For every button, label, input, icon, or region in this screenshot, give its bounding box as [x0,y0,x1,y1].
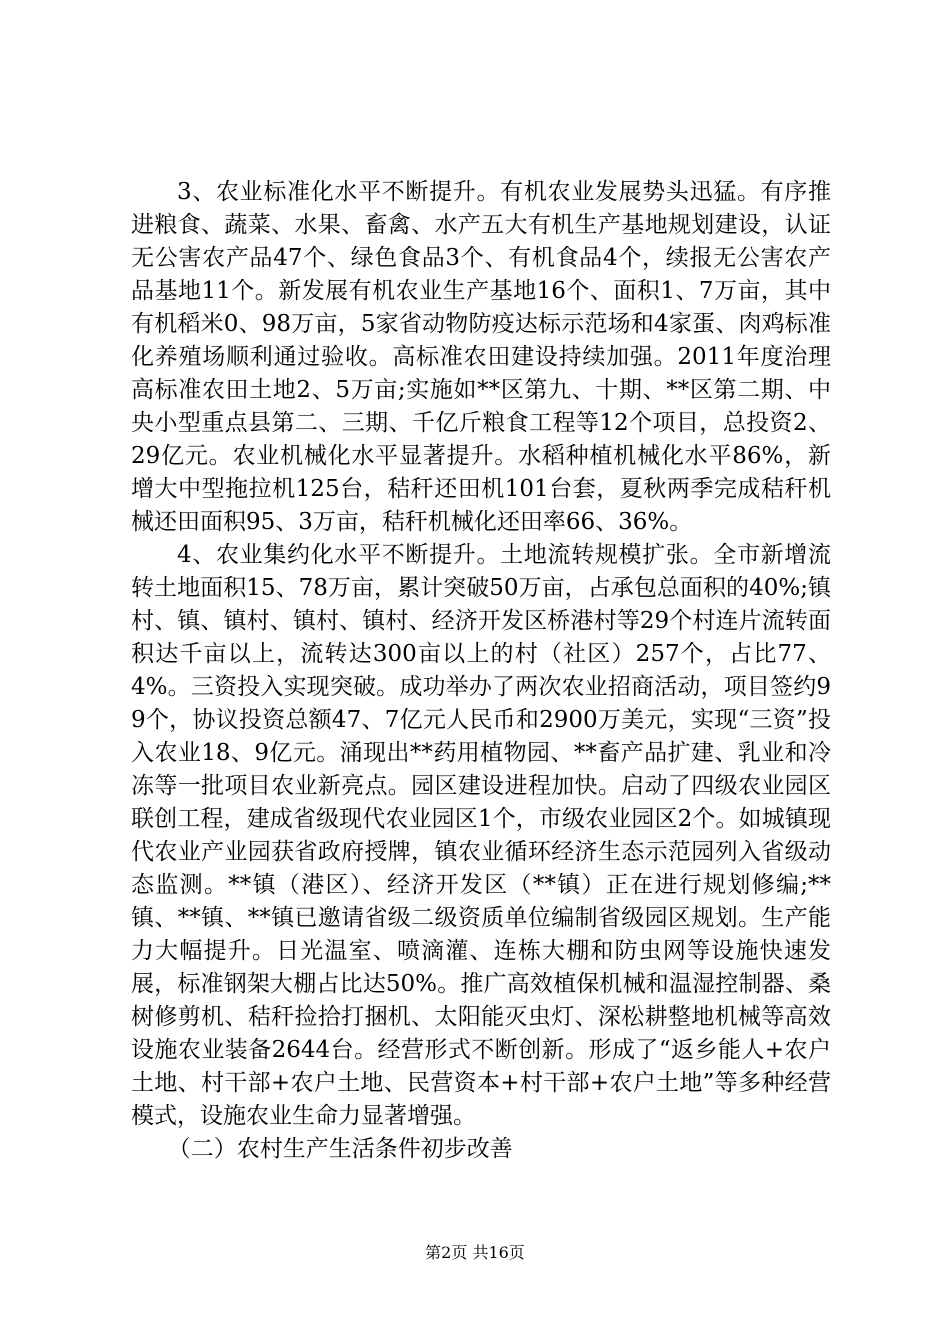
page-number-footer: 第2页 共16页 [425,1243,525,1262]
paragraph-agri-intensification: 4、农业集约化水平不断提升。土地流转规模扩张。全市新增流转土地面积15、78万亩，累计突破50万亩，占承包总面积的40%;镇村、镇、镇村、镇村、镇村、经济开发区桥港村等29个村连片流转面积达千亩以上，流转达300亩以上的村（社区）257个，占比77、4%。三资投入实现突破。成功举办了两次农业招商活动，项目签约99个，协议投资总额47、7亿元人民币和2900万美元，实现“三资”投入农业18、9亿元。涌现出**药用植物园、**畜产品扩建、乳业和冷冻等一批项目农业新亮点。园区建设进程加快。启动了四级农业园区联创工程，建成省级现代农业园区1个，市级农业园区2个。如城镇现代农业产业园获省政府授牌，镇农业循环经济生态示范园列入省级动态监测。**镇（港区）、经济开发区（**镇）正在进行规划修编;**镇、**镇、**镇已邀请省级二级资质单位编制省级园区规划。生产能力大幅提升。日光温室、喷滴灌、连栋大棚和防虫网等设施快速发展，标准钢架大棚占比达50%。推广高效植保机械和温湿控制器、桑树修剪机、秸秆捡拾打捆机、太阳能灭虫灯、深松耕整地机械等高效设施农业装备2644台。经营形式不断创新。形成了“返乡能人+农户土地、村干部+农户土地、民营资本+村干部+农户土地”等多种经营模式，设施农业生命力显著增强。 [131,542,831,1129]
paragraph-agri-standardization: 3、农业标准化水平不断提升。有机农业发展势头迅猛。有序推进粮食、蔬菜、水果、畜禽、水产五大有机生产基地规划建设，认证无公害农产品47个、绿色食品3个、有机食品4个，续报无公害农产品基地11个。新发展有机农业生产基地16个、面积1、7万亩，其中有机稻米0、98万亩，5家省动物防疫达标示范场和4家蛋、肉鸡标准化养殖场顺利通过验收。高标准农田建设持续加强。2011年度治理高标准农田土地2、5万亩;实施如**区第九、十期、**区第二期、中央小型重点县第二、三期、千亿斤粮食工程等12个项目，总投资2、29亿元。农业机械化水平显著提升。水稻种植机械化水平86%，新增大中型拖拉机125台，秸秆还田机101台套，夏秋两季完成秸秆机械还田面积95、3万亩，秸秆机械化还田率66、36%。 [131,179,831,535]
section-heading: （二）农村生产生活条件初步改善 [167,1136,513,1162]
document-body [131,176,831,1166]
